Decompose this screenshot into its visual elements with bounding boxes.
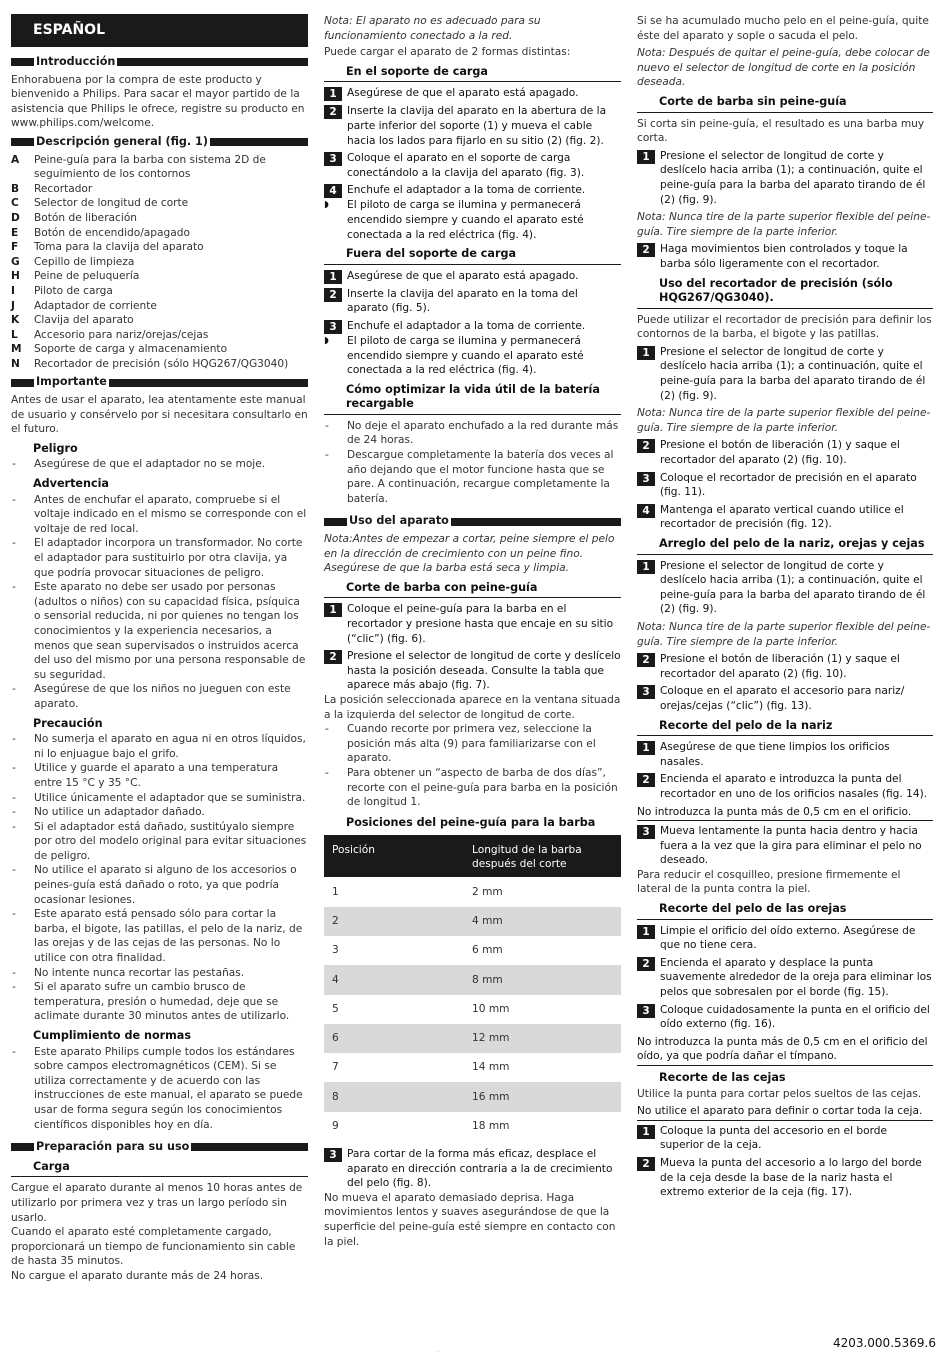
step-item: 1 Presione el selector de longitud de corte y deslícelo hacia arriba (1); a continuación, quite el peine-guía para la barba del aparato tirando de él (2) (fig. 9). [637,559,933,617]
section-heading-important: Importante [11,375,308,390]
section-heading-prep: Preparación para su uso [11,1140,308,1155]
ear-warning: No introduzca la punta más de 0,5 cm en el orificio del oído, ya que podría dañar el tímpano. [637,1035,933,1066]
page-mark: · [437,1348,440,1354]
result-item: ◗ El piloto de carga se ilumina y permanecerá encendido siempre y cuando el aparato esté conectada a la red eléctrica (fig. 4). [324,199,584,241]
step-item: 3 Coloque el recortador de precisión en el aparato (fig. 11). [637,471,933,500]
important-text: Antes de usar el aparato, lea atentamente este manual de usuario y consérvelo por si necesitara consultarlo en el futuro. [11,394,308,436]
part-item: A Peine-guía para la barba con sistema 2D de seguimiento de los contornos [11,153,266,181]
battery-title: Cómo optimizar la vida útil de la batería recargable [324,383,621,415]
table-row: 5 10 mm [332,1002,510,1015]
battery-item: - Descargue completamente la batería dos veces al año dejando que el motor funcione hasta que se pare. A continuación, recargue completamente la batería. [325,449,614,505]
column-2 [324,14,621,1251]
nocomb-text: Si corta sin peine-guía, el resultado es una barba muy corta. [637,117,925,145]
intro-text: Enhorabuena por la compra de este producto y bienvenido a Philips. Para sacar el mayor partido de la asistencia que Philips le ofrece, registre su producto en www.philips.com/welcome. [11,73,305,130]
use-note: Nota:Antes de empezar a cortar, peine siempre el pelo en la dirección de crecimiento con un peine fino. Asegúrese de que la barba está seca y limpia. [324,533,615,575]
nose-warning: No introduzca la punta más de 0,5 cm en el orificio. [637,805,933,822]
comb-text: La posición seleccionada aparece en la ventana situada a la izquierda del selector de longitud de corte. [324,693,621,721]
section-heading-use: Uso del aparato [324,514,621,529]
step-item: 3 Mueva lentamente la punta hacia dentro y hacia fuera a la vez que la gira para eliminar el pelo no deseado. [637,824,933,868]
warning-item: - Asegúrese de que los niños no jueguen con este aparato. [12,683,291,710]
step-item: 3 Enchufe el adaptador a la toma de corriente. [324,319,621,334]
step-item: 4 Enchufe el adaptador a la toma de corriente. [324,183,621,198]
table-header: Longitud de la barba después del corte [464,835,621,877]
nose-text: Para reducir el cosquilleo, presione firmemente el lateral de la punta contra la piel. [637,868,901,896]
part-item: E Botón de encendido/apagado [11,226,190,239]
step-item: 3 Para cortar de la forma más eficaz, desplace el aparato en dirección contraria a la de crecimiento del pelo (fig. 8). [324,1147,621,1191]
table-row: 7 14 mm [332,1061,510,1074]
table-row: 9 18 mm [332,1120,510,1133]
comb-title: Corte de barba con peine-guía [324,581,621,599]
step-item: 2 Encienda el aparato e introduzca la punta del recortador en uno de los orificios nasales (fig. 14). [637,772,933,801]
table-row: 3 6 mm [332,944,503,957]
stand-title: En el soporte de carga [324,65,621,83]
nose-area-title: Arreglo del pelo de la nariz, orejas y cejas [637,537,933,555]
part-item: C Selector de longitud de corte [11,197,189,210]
nocomb-note: Nota: Nunca tire de la parte superior flexible del peine-guía. Tire siempre de la parte inferior. [637,211,931,238]
step-item: 1 Presione el selector de longitud de corte y deslícelo hacia arriba (1); a continuación, quite el peine-guía para la barba del aparato tirando de él (2) (fig. 9). [637,149,933,207]
charge-text: Cargue el aparato durante al menos 10 horas antes de utilizarlo por primera vez y tras un largo período sin usarlo. [11,1182,303,1224]
ways-text: Puede cargar el aparato de 2 formas distintas: [324,46,571,59]
table-row: 2 4 mm [324,907,621,936]
table-row: 8 16 mm [324,1082,621,1111]
step-item: 2 Presione el botón de liberación (1) y saque el recortador del aparato (2) (fig. 10). [637,652,933,681]
caution-item: - Utilice y guarde el aparato a una temperatura entre 15 °C y 35 °C. [12,762,279,789]
section-heading-intro: Introducción [11,55,308,70]
danger-title: Peligro [33,441,78,455]
off-stand-title: Fuera del soporte de carga [324,247,621,265]
nose-title: Recorte del pelo de la nariz [637,719,933,737]
brow-warning: No utilice el aparato para definir o cortar toda la ceja. [637,1104,933,1121]
nocomb-title: Corte de barba sin peine-guía [637,95,933,113]
part-item: H Peine de peluquería [11,270,140,283]
caution-item: - No utilice un adaptador dañado. [12,806,205,819]
caution-item: - Utilice únicamente el adaptador que se suministra. [12,791,306,804]
caution-title: Precaución [33,716,103,730]
ear-title: Recorte del pelo de las orejas [637,902,933,920]
parts-list [11,153,308,372]
column-3 [637,14,933,1200]
column-1 [11,14,308,1284]
comb-item: - Para obtener un “aspecto de barba de dos días”, recorte con el peine-guía para barba en la posición de longitud 1. [325,766,618,809]
result-item: ◗ El piloto de carga se ilumina y permanecerá encendido siempre y cuando el aparato esté conectada a la red eléctrica (fig. 4). [324,334,584,377]
table-header: Posición [324,835,464,877]
nose-area-note: Nota: Nunca tire de la parte superior flexible del peine-guía. Tire siempre de la parte inferior. [637,620,931,648]
step-item: 1 Asegúrese de que el aparato está apagado. [324,86,621,101]
step3-text: No mueva el aparato demasiado deprisa. Haga movimientos lentos y suaves asegurándose de que la superficie del peine-guía esté siempre en contacto con la piel. [324,1191,616,1248]
caution-item: - Si el adaptador está dañado, sustitúyalo siempre por otro del modelo original para evitar situaciones de peligro. [12,820,307,862]
part-item: G Cepillo de limpieza [11,255,135,268]
precision-note: Nota: Nunca tire de la parte superior flexible del peine-guía. Tire siempre de la parte inferior. [637,407,931,434]
caution-item: - Si el aparato sufre un cambio brusco de temperatura, presión o humedad, deje que se aclimate durante 30 minutos antes de utilizarlo. [12,981,290,1023]
warning-item: - El adaptador incorpora un transformador. No corte el adaptador para sustituirlo por otra clavija, ya que podría provocar situaciones de peligro. [12,537,303,579]
compliance-item: - Este aparato Philips cumple todos los estándares sobre campos electromagnéticos (CEM). Si se utiliza correctamente y de acuerdo con las instrucciones de este manual, el aparato se puede usar de forma segura según los conocimientos científicos disponibles hoy en día. [12,1045,303,1131]
step-item: 1 Asegúrese de que tiene limpios los orificios nasales. [637,740,933,769]
step-item: 2 Encienda el aparato y desplace la punta suavemente alrededor de la oreja para eliminar los pelos que sobresalen por el borde (fig. 15). [637,956,933,1000]
compliance-title: Cumplimiento de normas [33,1029,192,1042]
caution-item: - Este aparato está pensado sólo para cortar la barba, el bigote, las patillas, el pelo de la nariz, de las orejas y de las cejas de las personas. No lo utilice con otra finalidad. [12,908,303,965]
step-item: 1 Limpie el orificio del oído externo. Asegúrese de que no tiene cera. [637,924,933,953]
part-item: F Toma para la clavija del aparato [11,241,204,254]
step-item: 2 Haga movimientos bien controlados y toque la barba sólo ligeramente con el recortador. [637,242,933,271]
precision-title: Uso del recortador de precisión (sólo HQG267/QG3040). [637,277,933,309]
step-item: 2 Presione el selector de longitud de corte y deslícelo hasta la posición deseada. Consulte la tabla que aparece más abajo (fig. 7). [324,649,621,693]
prep-note: Nota: El aparato no es adecuado para su funcionamiento conectado a la red. [324,15,541,42]
caution-item: - No intente nunca recortar las pestañas. [12,966,245,979]
comb-note: Nota: Después de quitar el peine-guía, debe colocar de nuevo el selector de longitud de corte en la posición deseada. [637,47,930,89]
comb-item: - Cuando recorte por primera vez, seleccione la posición más alta (9) para familiarizarse con el aparato. [325,723,596,765]
charge-title: Carga [11,1160,308,1178]
warning-title: Advertencia [33,477,109,491]
step-item: 3 Coloque el aparato en el soporte de carga conectándolo a la clavija del aparato (fig. 3). [324,151,621,180]
step-item: 2 Inserte la clavija del aparato en la abertura de la parte inferior del soporte (1) y mueva el cable hacia los lados para fijarlo en su sitio (2) (fig. 2). [324,104,621,148]
warning-item: - Antes de enchufar el aparato, compruebe si el voltaje indicado en el mismo se corresponde con el voltaje de red local. [12,493,307,535]
part-item: J Adaptador de corriente [11,299,157,312]
step-item: 1 Coloque el peine-guía para la barba en el recortador y presione hasta que encaje en su sitio (“clic”) (fig. 6). [324,602,621,646]
charge-text: No cargue el aparato durante más de 24 horas. [11,1269,264,1282]
table-row: 1 2 mm [332,885,503,898]
precision-text: Puede utilizar el recortador de precisión para definir los contornos de la barba, el bigote y las patillas. [637,313,932,341]
part-item: D Botón de liberación [11,211,138,224]
danger-item: - Asegúrese de que el adaptador no se moje. [12,458,266,471]
part-item: K Clavija del aparato [11,314,134,327]
language-title: ESPAÑOL [11,14,308,47]
table-title: Posiciones del peine-guía para la barba [346,815,596,829]
document-code: 4203.000.5369.6 [832,1336,936,1350]
table-row: 4 8 mm [324,965,621,994]
step-item: 3 Coloque cuidadosamente la punta en el orificio del oído externo (fig. 16). [637,1003,933,1032]
step-item: 2 Inserte la clavija del aparato en la toma del aparato (fig. 5). [324,287,621,316]
comb-position-table [324,835,621,1141]
caution-item: - No sumerja el aparato en agua ni en otros líquidos, ni lo enjuague bajo el grifo. [12,733,306,760]
step-item: 1 Asegúrese de que el aparato está apagado. [324,269,621,284]
part-item: M Soporte de carga y almacenamiento [11,343,228,356]
part-item: N Recortador de precisión (sólo HQG267/QG3040) [11,357,289,370]
step-item: 2 Presione el botón de liberación (1) y saque el recortador del aparato (2) (fig. 10). [637,438,933,467]
battery-item: - No deje el aparato enchufado a la red durante más de 24 horas. [325,419,619,447]
part-item: I Piloto de carga [11,284,113,297]
brow-title: Recorte de las cejas [659,1071,786,1084]
step-item: 4 Mantenga el aparato vertical cuando utilice el recortador de precisión (fig. 12). [637,503,933,532]
part-item: L Accesorio para nariz/orejas/cejas [11,328,209,341]
brow-text: Utilice la punta para cortar pelos sueltos de las cejas. [637,1087,922,1100]
table-row: 6 12 mm [324,1024,621,1053]
section-heading-general: Descripción general (fig. 1) [11,135,308,150]
comb-clean-text: Si se ha acumulado mucho pelo en el peine-guía, quite éste del aparato y sople o sacuda el pelo. [637,15,929,42]
warning-item: - Este aparato no debe ser usado por personas (adultos o niños) con su capacidad física, psíquica o sensorial reducida, ni por quienes no tengan los conocimientos y la experiencia necesarios, a menos que sean supervisados o instruidos acerca del uso del mismo por una persona responsable de su seguridad. [12,581,306,681]
step-item: 1 Coloque la punta del accesorio en el borde superior de la ceja. [637,1124,933,1153]
charge-text: Cuando el aparato esté completamente cargado, proporcionará un tiempo de funcionamiento sin cable de hasta 35 minutos. [11,1226,296,1268]
part-item: B Recortador [11,182,93,195]
step-item: 2 Mueva la punta del accesorio a lo largo del borde de la ceja desde la base de la nariz hasta el extremo exterior de la ceja (fig. 17). [637,1156,933,1200]
step-item: 3 Coloque en el aparato el accesorio para nariz/ orejas/cejas (“clic”) (fig. 13). [637,684,933,713]
step-item: 1 Presione el selector de longitud de corte y deslícelo hacia arriba (1); a continuación, quite el peine-guía para la barba del aparato tirando de él (2) (fig. 9). [637,345,933,403]
caution-item: - No utilice el aparato si alguno de los accesorios o peines-guía está dañado o roto, ya que podría ocasionar lesiones. [12,864,297,906]
